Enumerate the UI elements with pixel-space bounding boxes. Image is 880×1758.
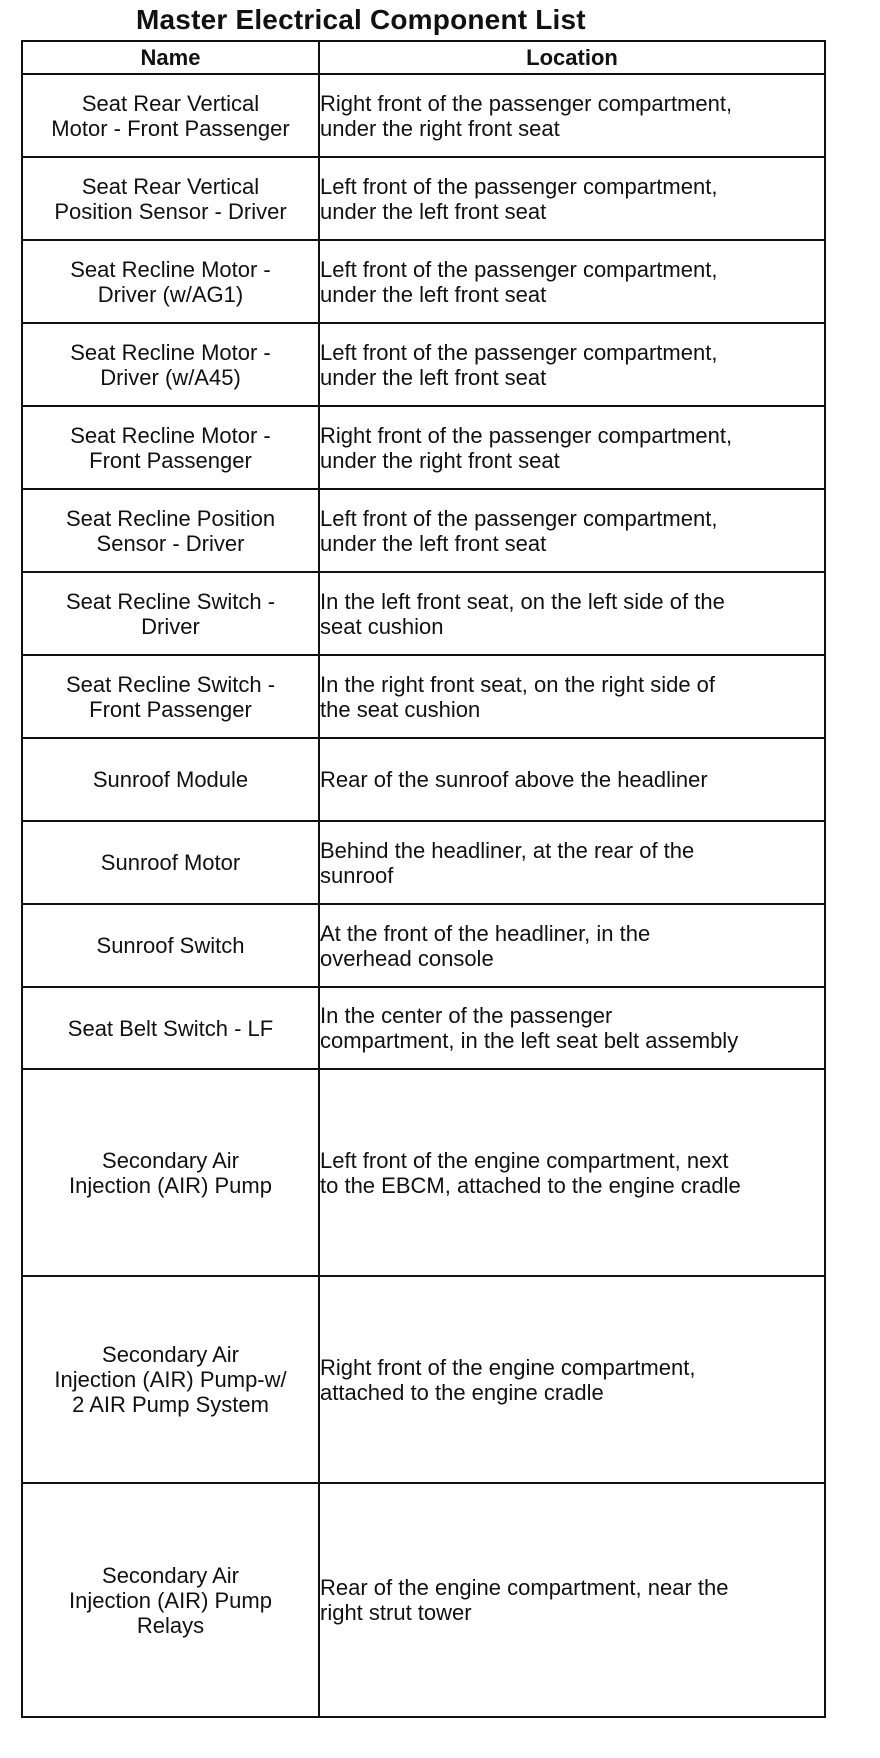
component-location: Left front of the passenger compartment, under the left front seat (320, 339, 718, 390)
component-location-cell (319, 1483, 825, 1717)
component-location-cell (319, 489, 825, 572)
component-location: Right front of the passenger compartment, under the right front seat (320, 90, 733, 141)
component-name-cell (22, 655, 319, 738)
table-row (22, 655, 825, 738)
table-row (22, 987, 825, 1069)
component-location-cell (319, 904, 825, 987)
component-name: Seat Recline Motor - Driver (w/AG1) (70, 256, 271, 307)
component-name: Seat Belt Switch - LF (67, 1015, 274, 1041)
component-name: Seat Recline Switch - Front Passenger (65, 671, 276, 722)
component-name-cell (22, 1069, 319, 1276)
component-name-cell (22, 987, 319, 1069)
table-header-row (22, 41, 825, 74)
component-location: At the front of the headliner, in the overhead console (320, 920, 651, 971)
component-name: Secondary Air Injection (AIR) Pump-w/ 2 AIR Pump System (54, 1342, 287, 1417)
component-location: Rear of the sunroof above the headliner (320, 767, 708, 792)
component-location: Left front of the engine compartment, next to the EBCM, attached to the engine cradle (320, 1147, 741, 1198)
component-location: In the right front seat, on the right side of the seat cushion (320, 671, 716, 722)
component-name-cell (22, 1483, 319, 1717)
component-location: Right front of the passenger compartment, under the right front seat (320, 422, 733, 473)
table-row (22, 821, 825, 904)
component-location: In the center of the passenger compartment, in the left seat belt assembly (320, 1003, 739, 1053)
table-row (22, 74, 825, 157)
component-location: Left front of the passenger compartment, under the left front seat (320, 173, 718, 224)
component-location-cell (319, 157, 825, 240)
component-name: Secondary Air Injection (AIR) Pump (69, 1147, 272, 1198)
component-table (21, 40, 826, 1718)
table-row (22, 1483, 825, 1717)
component-location-cell (319, 323, 825, 406)
component-name-cell (22, 821, 319, 904)
component-name: Seat Recline Motor - Front Passenger (70, 422, 271, 473)
table-row (22, 738, 825, 821)
component-name: Sunroof Module (92, 767, 249, 792)
component-name: Seat Rear Vertical Position Sensor - Driver (54, 173, 287, 224)
component-name: Seat Recline Motor - Driver (w/A45) (70, 339, 271, 390)
component-location-cell (319, 655, 825, 738)
component-name: Secondary Air Injection (AIR) Pump Relays (69, 1562, 272, 1638)
component-name: Sunroof Motor (100, 850, 241, 875)
table-row (22, 1069, 825, 1276)
component-location: Right front of the engine compartment, attached to the engine cradle (320, 1354, 696, 1405)
component-location-cell (319, 406, 825, 489)
component-location-cell (319, 738, 825, 821)
table-row (22, 157, 825, 240)
component-location: Left front of the passenger compartment, under the left front seat (320, 256, 718, 307)
component-location: Behind the headliner, at the rear of the sunroof (320, 837, 695, 888)
component-location: In the left front seat, on the left side of the seat cushion (320, 588, 725, 639)
component-location: Left front of the passenger compartment, under the left front seat (320, 505, 718, 556)
component-location-cell (319, 821, 825, 904)
table-row (22, 572, 825, 655)
component-name-cell (22, 904, 319, 987)
component-name-cell (22, 406, 319, 489)
component-name: Sunroof Switch (96, 933, 245, 958)
component-name-cell (22, 240, 319, 323)
page-title: Master Electrical Component List (136, 4, 586, 35)
component-name-cell (22, 738, 319, 821)
component-location-cell (319, 240, 825, 323)
table-row (22, 489, 825, 572)
component-location-cell (319, 572, 825, 655)
table-row (22, 323, 825, 406)
component-name-cell (22, 1276, 319, 1483)
component-location-cell (319, 74, 825, 157)
table-row (22, 1276, 825, 1483)
component-name-cell (22, 157, 319, 240)
column-header-location: Location (319, 41, 825, 74)
component-name-cell (22, 323, 319, 406)
component-location-cell (319, 1276, 825, 1483)
component-name: Seat Recline Position Sensor - Driver (65, 505, 276, 556)
column-header-name: Name (22, 41, 319, 74)
component-location: Rear of the engine compartment, near the right strut tower (320, 1575, 729, 1625)
table-row (22, 406, 825, 489)
component-name: Seat Recline Switch - Driver (65, 588, 276, 639)
component-name-cell (22, 572, 319, 655)
component-location-cell (319, 1069, 825, 1276)
component-name: Seat Rear Vertical Motor - Front Passenger (51, 90, 290, 141)
table-row (22, 904, 825, 987)
component-location-cell (319, 987, 825, 1069)
component-name-cell (22, 489, 319, 572)
table-row (22, 240, 825, 323)
component-name-cell (22, 74, 319, 157)
